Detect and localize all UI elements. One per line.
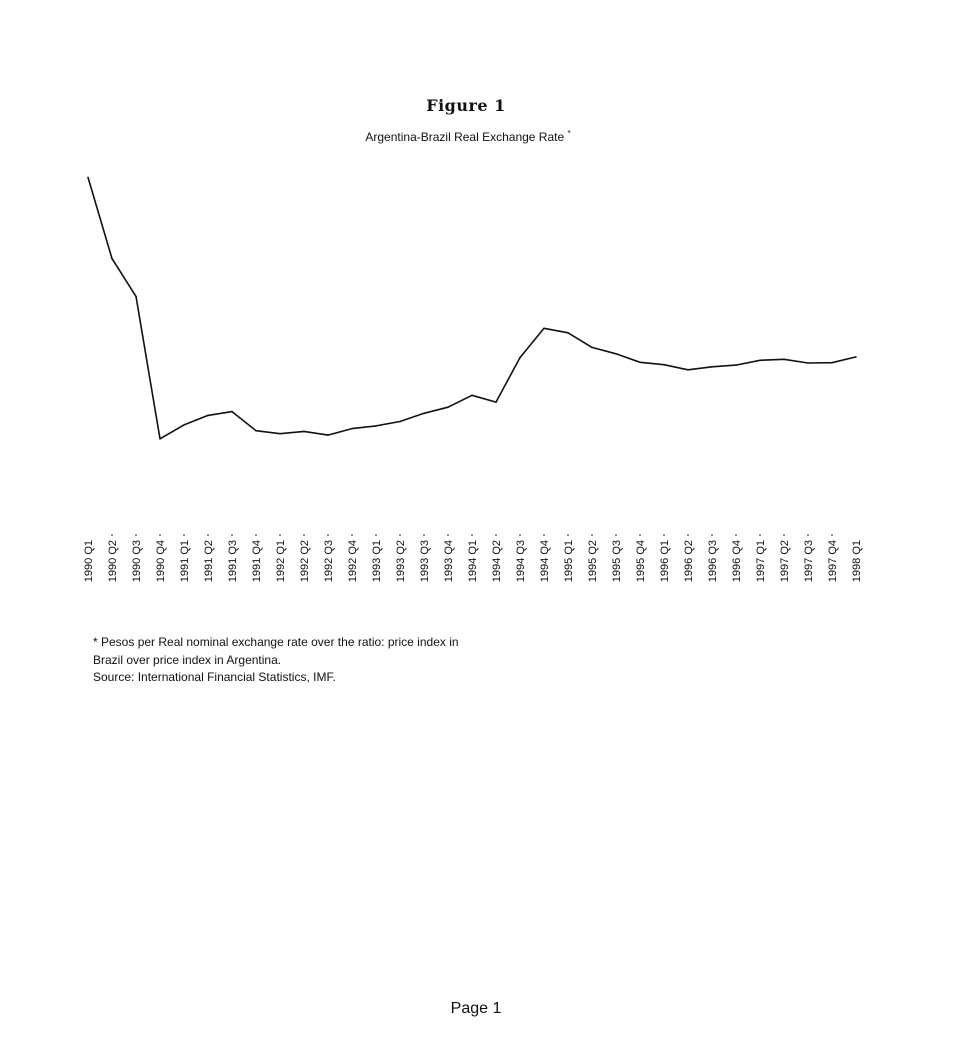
data-point — [807, 362, 809, 364]
chart-title-text: Argentina-Brazil Real Exchange Rate — [365, 130, 565, 144]
x-tick-label: 1997 Q1 — [755, 540, 767, 583]
x-tick-label: 1996 Q3 — [707, 540, 719, 583]
data-point — [543, 328, 545, 330]
x-tick-label: 1991 Q1 — [179, 540, 191, 583]
x-tick-label: 1996 Q4 — [731, 540, 743, 583]
data-point — [783, 359, 785, 361]
x-tick-label: 1997 Q3 — [803, 540, 815, 583]
x-tick-label: 1990 Q1 — [83, 540, 95, 583]
data-point — [303, 431, 305, 433]
chart-title-footnote-marker: * — [567, 129, 571, 138]
x-tick-label: 1992 Q2 — [299, 540, 311, 583]
data-point — [615, 353, 617, 355]
data-point — [495, 401, 497, 403]
data-point — [711, 366, 713, 368]
figure-label: Figure 1 — [426, 96, 506, 115]
data-point — [663, 364, 665, 366]
x-axis-ticks — [112, 534, 832, 536]
data-point — [855, 356, 857, 358]
x-tick-label: 1996 Q2 — [683, 540, 695, 583]
data-point — [831, 362, 833, 364]
page-number: Page 1 — [450, 1000, 502, 1017]
series-line — [88, 177, 856, 438]
data-point — [279, 433, 281, 435]
x-tick-label: 1996 Q1 — [659, 540, 671, 583]
data-point — [447, 406, 449, 408]
x-tick-label: 1991 Q2 — [203, 540, 215, 583]
x-tick-label: 1992 Q3 — [323, 540, 335, 583]
x-tick-label: 1993 Q2 — [395, 540, 407, 583]
x-tick-label: 1990 Q4 — [155, 540, 167, 583]
footnote-line-1: * Pesos per Real nominal exchange rate over the ratio: price index in — [93, 635, 459, 649]
x-axis-labels — [83, 540, 863, 582]
footnote-source: Source: International Financial Statistics, IMF. — [93, 670, 336, 684]
data-point — [327, 434, 329, 436]
data-point — [567, 332, 569, 334]
data-point — [399, 421, 401, 423]
x-tick-label: 1992 Q4 — [347, 540, 359, 583]
data-point — [255, 430, 257, 432]
x-tick-label: 1993 Q3 — [419, 540, 431, 583]
data-point — [207, 415, 209, 417]
data-point — [591, 347, 593, 349]
x-tick-label: 1993 Q1 — [371, 540, 383, 583]
data-point — [375, 425, 377, 427]
x-tick-label: 1991 Q3 — [227, 540, 239, 583]
x-tick-label: 1997 Q4 — [827, 540, 839, 583]
x-tick-label: 1992 Q1 — [275, 540, 287, 583]
x-tick-label: 1993 Q4 — [443, 540, 455, 583]
x-tick-label: 1990 Q2 — [107, 540, 119, 583]
data-point — [423, 413, 425, 415]
data-point — [639, 362, 641, 364]
data-point — [759, 360, 761, 362]
x-tick-label: 1995 Q2 — [587, 540, 599, 583]
x-tick-label: 1995 Q1 — [563, 540, 575, 583]
data-point — [159, 438, 161, 440]
data-point — [735, 364, 737, 366]
x-tick-label: 1991 Q4 — [251, 540, 263, 583]
data-point — [231, 411, 233, 413]
data-point — [87, 177, 89, 179]
x-tick-label: 1998 Q1 — [851, 540, 863, 583]
data-point — [135, 296, 137, 298]
x-tick-label: 1994 Q3 — [515, 540, 527, 583]
data-point — [519, 357, 521, 359]
data-point — [111, 258, 113, 260]
footnote-line-2: Brazil over price index in Argentina. — [93, 652, 282, 667]
data-point — [183, 424, 185, 426]
x-tick-label: 1995 Q3 — [611, 540, 623, 583]
footnote — [93, 634, 573, 687]
x-tick-label: 1990 Q3 — [131, 540, 143, 583]
x-tick-label: 1997 Q2 — [779, 540, 791, 583]
series-layer — [87, 177, 857, 440]
x-tick-label: 1994 Q2 — [491, 540, 503, 583]
data-point — [471, 395, 473, 397]
x-tick-label: 1994 Q4 — [539, 540, 551, 583]
x-tick-label: 1995 Q4 — [635, 540, 647, 583]
data-point — [351, 428, 353, 430]
x-tick-label: 1994 Q1 — [467, 540, 479, 583]
data-point — [687, 369, 689, 371]
